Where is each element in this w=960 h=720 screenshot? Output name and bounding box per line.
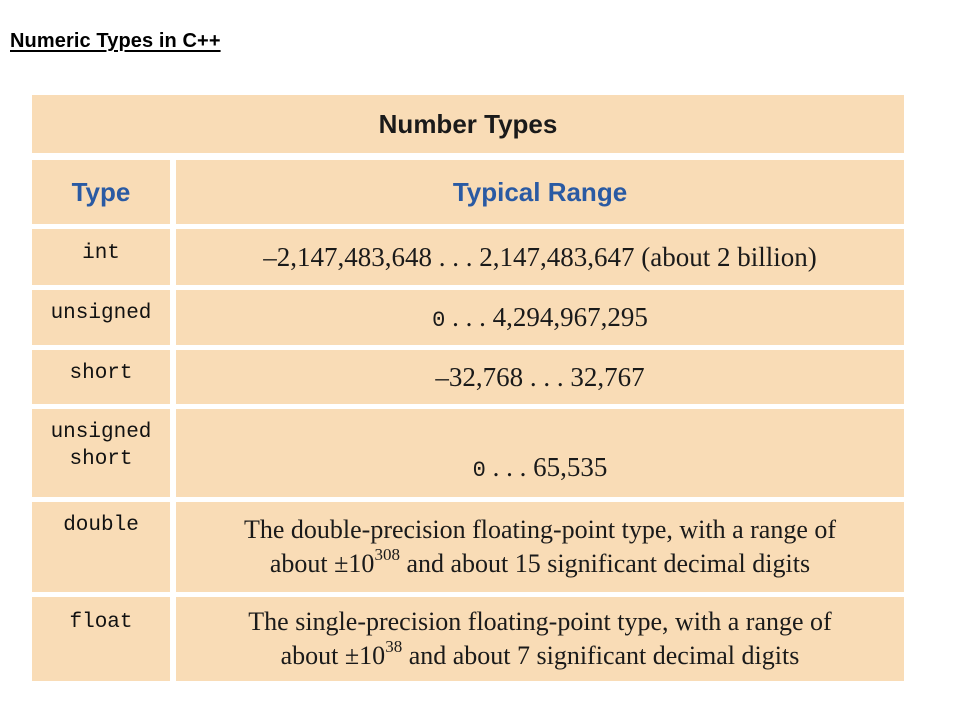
description-suffix: and about 15 significant decimal digits bbox=[399, 549, 811, 578]
type-name: unsigned bbox=[50, 302, 152, 325]
table-row-short-range bbox=[176, 350, 904, 404]
type-name: unsigned short bbox=[50, 421, 152, 471]
description-line-1: The double-precision floating-point type, with a range of bbox=[243, 515, 837, 544]
header-type-cell bbox=[32, 160, 170, 224]
slide-title: Numeric Types in C++ bbox=[10, 30, 221, 52]
description-prefix: about ±10 bbox=[280, 641, 386, 670]
range-value: –2,147,483,648 . . . 2,147,483,647 (about 2 billion) bbox=[263, 241, 817, 272]
description-line-2 bbox=[248, 639, 831, 673]
range-description bbox=[248, 605, 831, 673]
table-row-unsigned-type bbox=[32, 290, 170, 345]
number-types-table bbox=[32, 95, 904, 681]
table-caption-text: Number Types bbox=[378, 108, 558, 139]
table-row-int-range bbox=[176, 229, 904, 285]
type-name: short bbox=[69, 362, 133, 385]
range-rest: . . . 4,294,967,295 bbox=[445, 302, 648, 332]
range-description bbox=[244, 513, 836, 581]
header-type: Type bbox=[71, 176, 131, 207]
description-prefix: about ±10 bbox=[269, 549, 375, 578]
table-row-int-type bbox=[32, 229, 170, 285]
table-row-short-type bbox=[32, 350, 170, 404]
range-value: –32,768 . . . 32,767 bbox=[435, 361, 645, 392]
exponent: 308 bbox=[374, 545, 400, 564]
table-row-float-range bbox=[176, 597, 904, 681]
type-name: float bbox=[69, 611, 133, 634]
table-row-float-type bbox=[32, 597, 170, 681]
range-value bbox=[473, 452, 608, 483]
header-range: Typical Range bbox=[452, 176, 628, 207]
table-row-double-type bbox=[32, 502, 170, 592]
table-row-unsigned-short-range bbox=[176, 409, 904, 497]
table-row-unsigned-range bbox=[176, 290, 904, 345]
type-name: int bbox=[82, 242, 120, 265]
range-value bbox=[432, 302, 648, 333]
range-zero: 0 bbox=[472, 458, 486, 483]
exponent: 38 bbox=[385, 637, 403, 656]
table-row-double-range bbox=[176, 502, 904, 592]
description-line-1: The single-precision floating-point type, with a range of bbox=[248, 607, 832, 636]
table-row-unsigned-short-type bbox=[32, 409, 170, 497]
range-rest: . . . 65,535 bbox=[485, 452, 608, 482]
range-zero: 0 bbox=[432, 308, 446, 333]
table-caption bbox=[32, 95, 904, 153]
type-name: double bbox=[63, 514, 139, 537]
header-range-cell bbox=[176, 160, 904, 224]
description-line-2 bbox=[244, 547, 836, 581]
description-suffix: and about 7 significant decimal digits bbox=[402, 641, 800, 670]
